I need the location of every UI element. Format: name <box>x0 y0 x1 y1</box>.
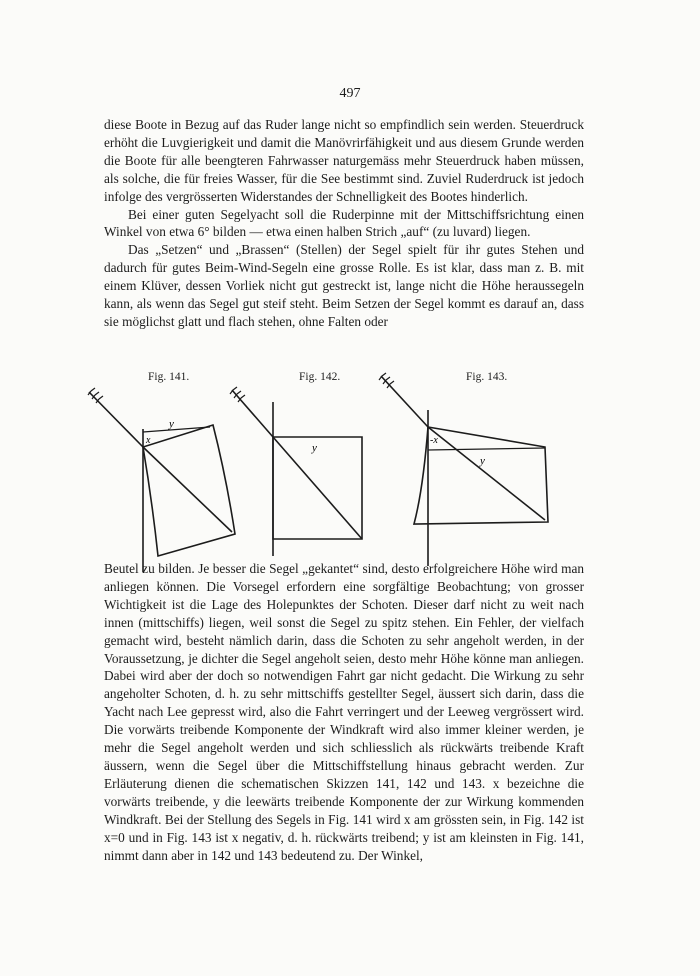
figure-caption-142: Fig. 142. <box>299 371 341 383</box>
wind-arrow <box>89 392 143 447</box>
paragraph: diese Boote in Bezug auf das Ruder lange nicht so empfindlich sein werden. Steuerdruck erhöht die Luvgierigkeit und damit die Manövrirfähigkeit und aus diesem Grunde werden die Boote für alle beengteren Fahrwasser naturgemäss mehr Steuerdruck haben müssen, als solche, die für freies Wasser, für die See bestimmt sind. Zuviel Ruderdruck ist jedoch infolge des vergrösserten Widerstandes der Schnelligkeit des Bootes hinderlich. <box>104 117 584 204</box>
label-y: y <box>169 418 174 430</box>
paragraph: Beutel zu bilden. Je besser die Segel „gekantet“ sind, desto erfolgreichere Höhe wird man anliegen können. Die Vorsegel erfordern eine sorgfältige Beobachtung; von grosser Wichtigkeit ist die Lage des Holepunktes der Schoten. Dieser darf nicht zu weit nach innen (mittschiffs) liegen, weil sonst die Segel zu spitz stehen. Ein Fehler, der vielfach gemacht wird, besteht nämlich darin, dass die Schoten zu sehr angeholt werden, in der Voraussetzung, je dichter die Segel angeholt seien, desto mehr Höhe könne man anliegen. Dabei wird aber der doch so notwendigen Fahrt gar nicht gedacht. Die Wirkung zu sehr angeholter Schoten, d. h. zu sehr mittschiffs gestellter Segel, äussert sich darin, dass die Yacht nach Lee gepresst wird, also die Fahrt verringert und der Leeweg vergrössert wird. Die vorwärts treibende Komponente der Windkraft wird also immer kleiner werden, je mehr die Segel angeholt werden und sich schliesslich als rückwärts treibende Kraft äussern, wenn die Segel über die Mittschiffstellung hinaus gebracht werden. Zur Erläuterung dienen die schematischen Skizzen 141, 142 und 143. x bezeichne die vorwärts treibende, y die leewärts treibende Komponente der zur Wirkung kommenden Windkraft. Bei der Stellung des Segels in Fig. 141 wird x am grössten sein, in Fig. 142 ist x=0 und in Fig. 143 ist x negativ, d. h. rückwärts treibend; y ist am kleinsten in Fig. 141, nimmt dann aber in 142 und 143 bedeutend zu. Der Winkel, <box>104 561 584 863</box>
arrow-feathers <box>379 373 394 388</box>
text-block-bottom <box>104 560 584 864</box>
label-y: y <box>312 442 317 454</box>
component-line <box>428 448 545 450</box>
label-x: x <box>146 435 151 446</box>
figure-141 <box>88 388 235 572</box>
wind-arrow <box>381 376 428 427</box>
diagonal <box>273 437 362 539</box>
figure-caption-143: Fig. 143. <box>466 371 508 383</box>
diagonal <box>143 447 232 532</box>
wind-arrow <box>232 390 273 437</box>
diagonal <box>428 427 545 520</box>
page-number: 497 <box>339 86 361 101</box>
paragraph: Bei einer guten Segelyacht soll die Ruderpinne mit der Mittschiffsrichtung einen Winkel von etwa 6° bilden — etwa einen halben Strich „auf“ (zu luvard) liegen. <box>104 206 584 240</box>
arrow-feathers <box>88 388 103 403</box>
paragraph: Das „Setzen“ und „Brassen“ (Stellen) der Segel spielt für ihr gutes Stehen und dadurch für gutes Beim-Wind-Segeln eine grosse Rolle. Es ist klar, dass man z. B. mit einem Klüver, dessen Vorliek nicht gut gestreckt ist, lange nicht die Höhe heraussegeln kann, als wenn das Segel gut steif steht. Beim Setzen der Segel kommt es darauf an, dass sie möglichst glatt und flach stehen, ohne Falten oder <box>104 242 584 329</box>
label-y: y <box>480 455 485 467</box>
figure-142 <box>230 387 362 556</box>
arrow-feathers <box>230 387 245 402</box>
figure-143 <box>379 373 548 566</box>
label-minus-x: -x <box>430 435 438 446</box>
figure-caption-141: Fig. 141. <box>148 371 190 383</box>
